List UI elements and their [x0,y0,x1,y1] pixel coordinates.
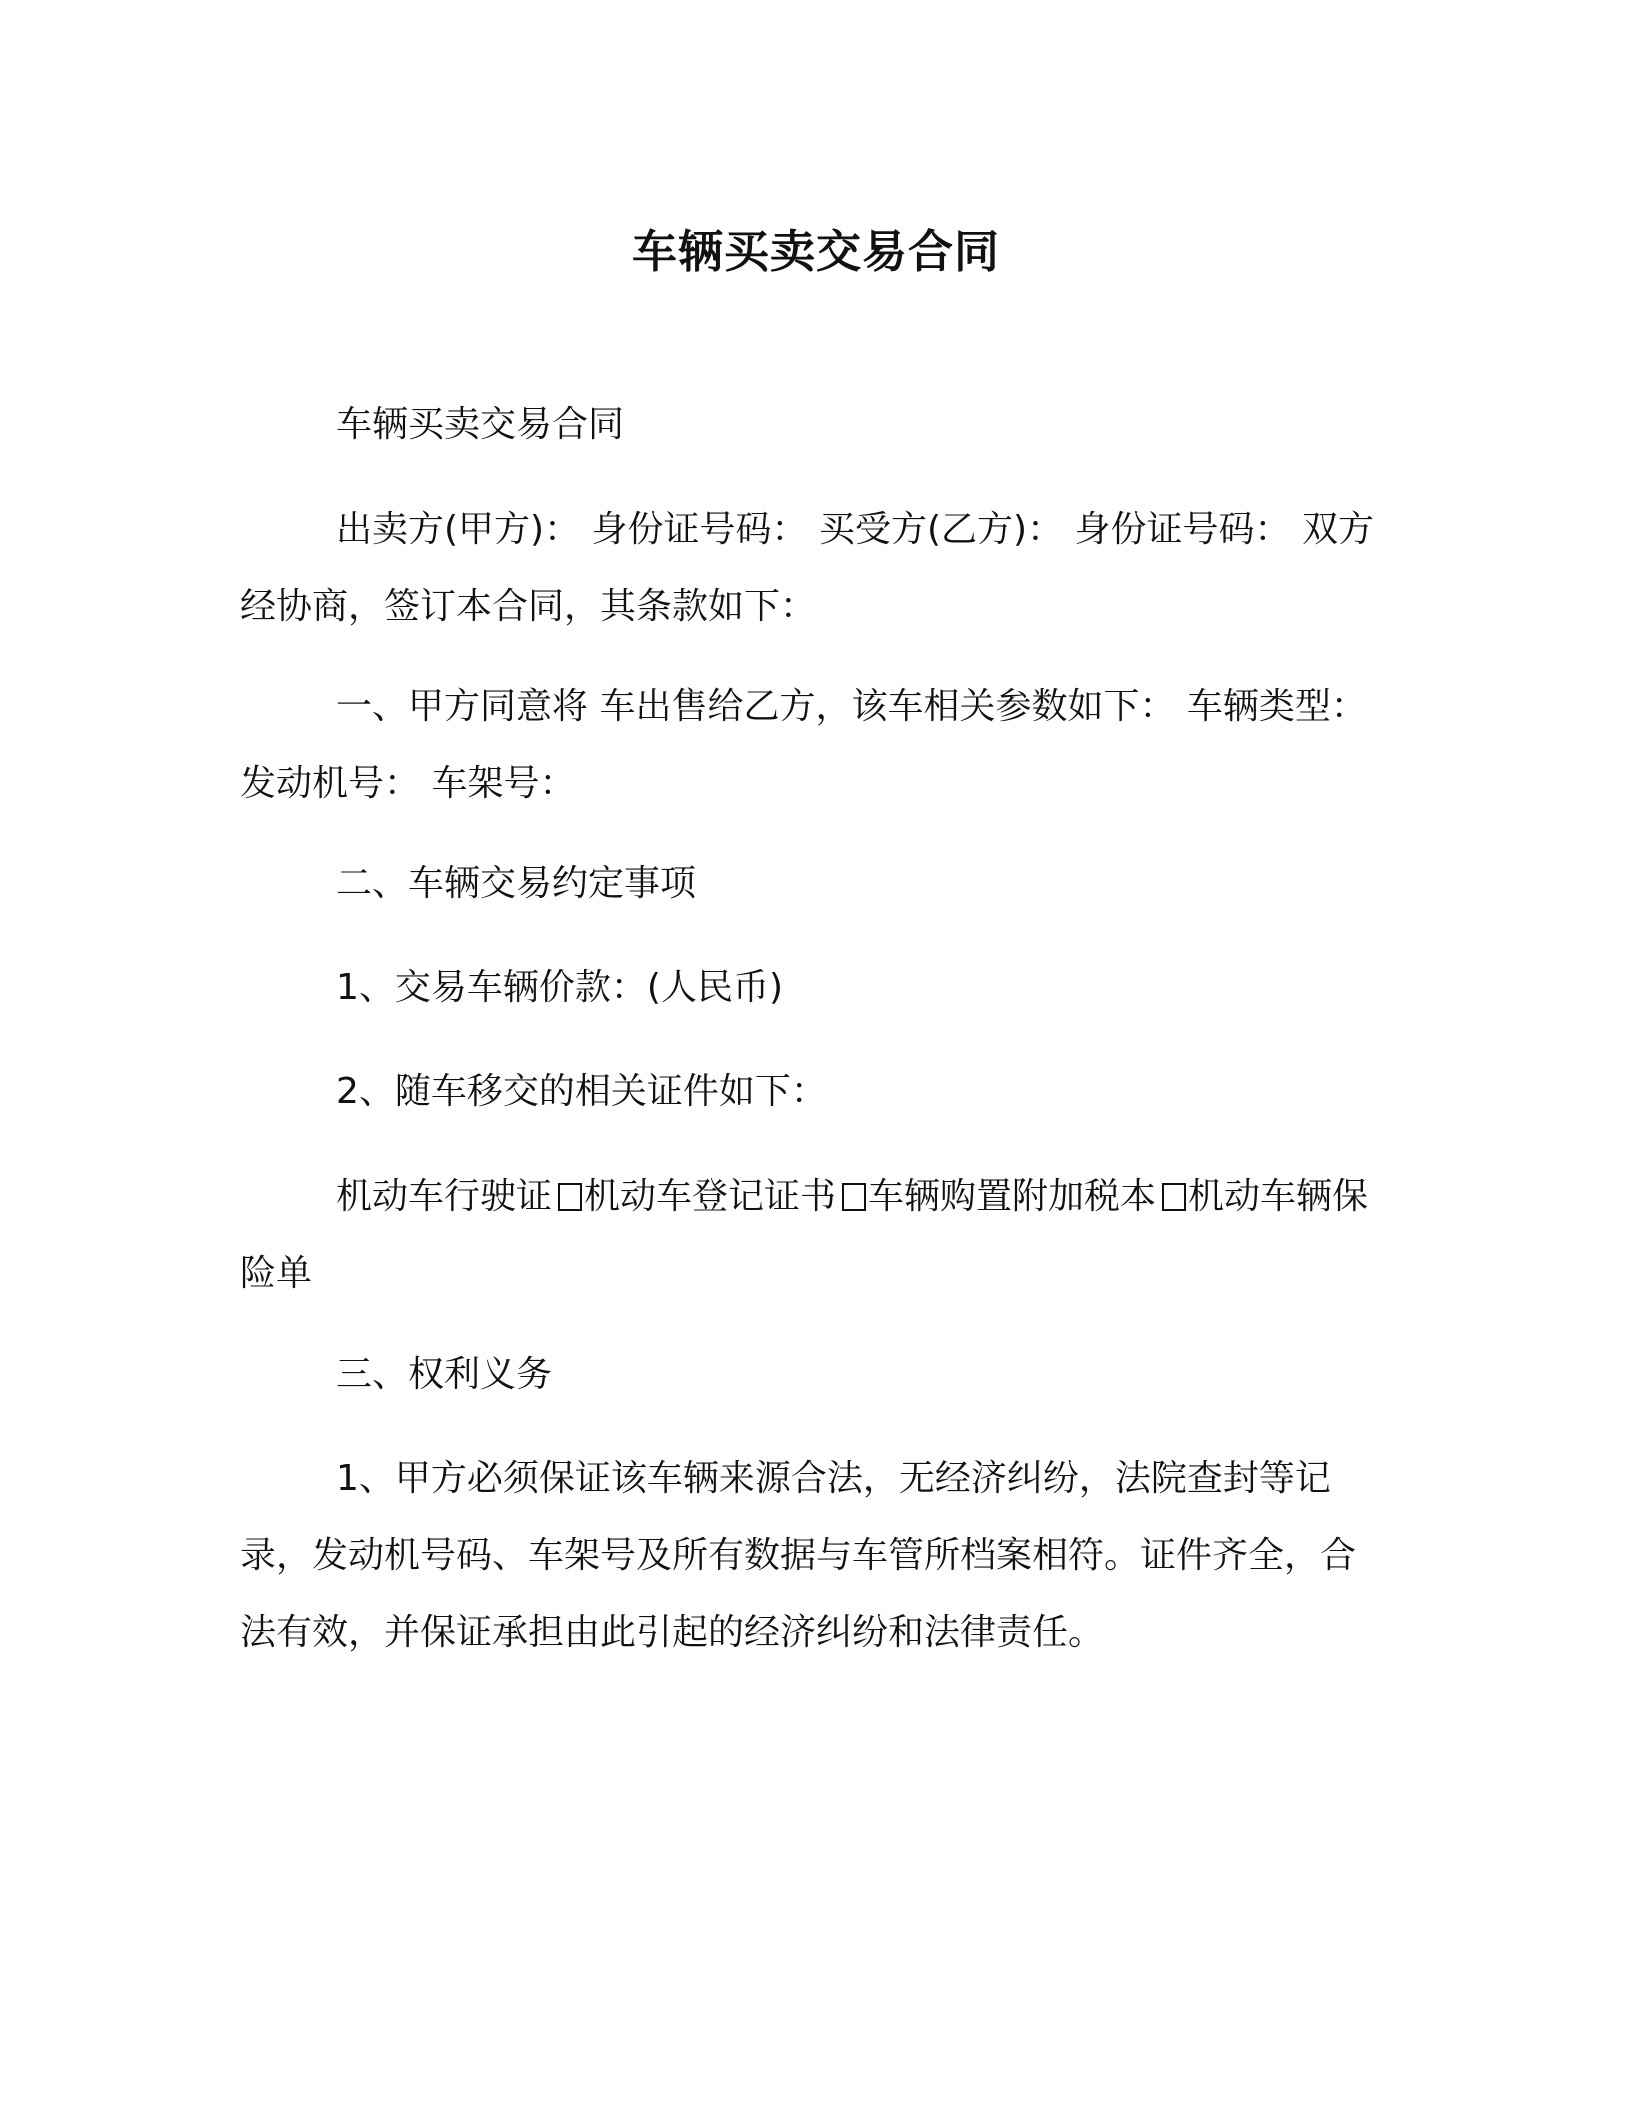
checkbox-doc-3[interactable] [842,1183,866,1211]
doc-item-3: 车辆购置附加税本 [868,1176,1157,1217]
item-2-1-paragraph: 1、交易车辆价款：(人民币) [336,967,783,1008]
documents-list-paragraph [240,1158,1380,1312]
parties-paragraph: 出卖方(甲方)： 身份证号码： 买受方(乙方)： 身份证号码： 双方经协商，签订本合同，其条款如下： [240,509,1374,627]
document-title: 车辆买卖交易合同 [631,225,1000,278]
clause-1-paragraph: 一、甲方同意将 车出售给乙方，该车相关参数如下： 车辆类型：发动机号： 车架号： [240,686,1367,804]
doc-item-2: 机动车登记证书 [584,1176,837,1217]
doc-item-4: 机动车辆保险单 [240,1176,1369,1294]
checkbox-doc-4[interactable] [1162,1183,1186,1211]
subtitle-paragraph: 车辆买卖交易合同 [336,404,625,445]
item-2-2-paragraph: 2、随车移交的相关证件如下： [336,1071,827,1112]
section-3-heading: 三、权利义务 [336,1354,553,1395]
checkbox-doc-2[interactable] [558,1183,582,1211]
item-3-1-paragraph: 1、甲方必须保证该车辆来源合法，无经济纠纷，法院查封等记录，发动机号码、车架号及所有数据与车管所档案相符。证件齐全，合法有效，并保证承担由此引起的经济纠纷和法律责任。 [240,1458,1357,1653]
doc-item-1: 机动车行驶证 [336,1176,553,1217]
section-2-heading: 二、车辆交易约定事项 [336,863,697,904]
